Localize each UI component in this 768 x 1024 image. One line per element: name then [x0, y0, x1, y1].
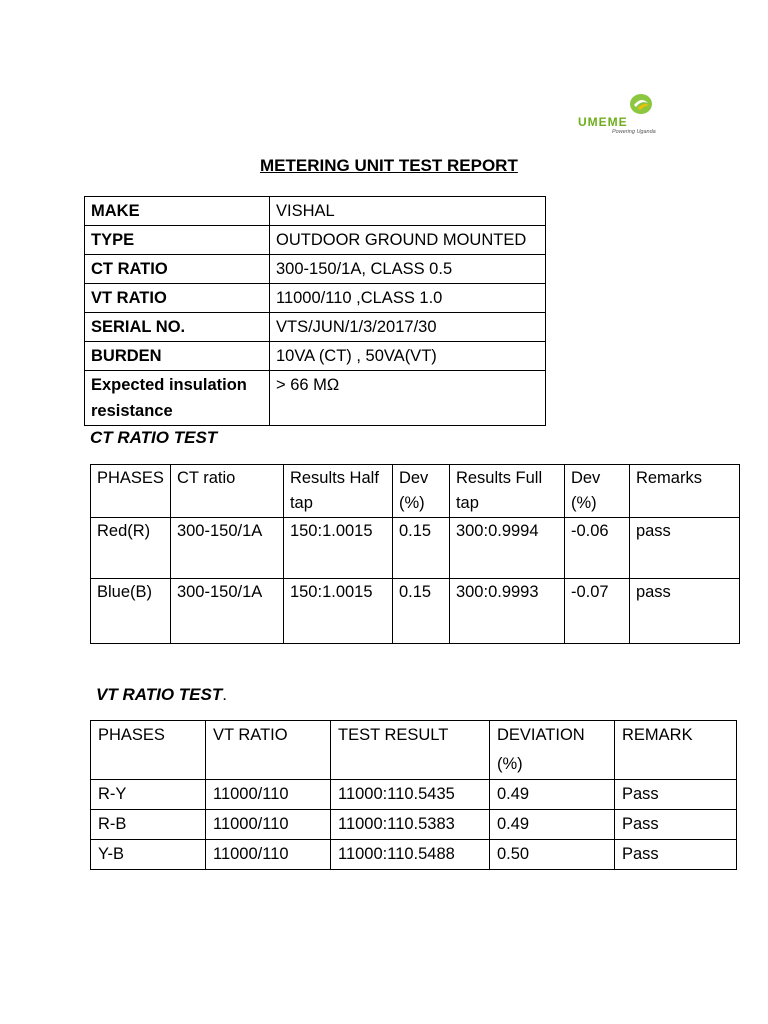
table-cell: 300:0.9994 [449, 518, 564, 579]
column-header: TEST RESULT [331, 721, 490, 780]
column-header: Results Full tap [449, 465, 564, 518]
ct-section-heading: CT RATIO TEST [90, 428, 218, 447]
table-cell: 11000:110.5435 [331, 780, 490, 810]
table-cell: -0.07 [564, 579, 629, 644]
detail-value: 300-150/1A, CLASS 0.5 [270, 255, 546, 284]
table-row [85, 371, 546, 426]
detail-label: Expected insulation resistance [85, 371, 270, 426]
table-row [85, 255, 546, 284]
table-row [85, 197, 546, 226]
vt-heading-suffix: . [222, 685, 227, 704]
table-cell: 0.50 [490, 840, 615, 870]
column-header: VT RATIO [206, 721, 331, 780]
table-cell: 150:1.0015 [283, 579, 392, 644]
column-header: Dev (%) [392, 465, 449, 518]
table-cell: pass [629, 518, 739, 579]
detail-value: > 66 MΩ [270, 371, 546, 426]
table-cell: 11000/110 [206, 840, 331, 870]
table-header-row [91, 721, 737, 780]
table-cell: 11000/110 [206, 780, 331, 810]
detail-value: 10VA (CT) , 50VA(VT) [270, 342, 546, 371]
detail-label: BURDEN [85, 342, 270, 371]
column-header: PHASES [91, 465, 171, 518]
table-row [91, 780, 737, 810]
table-cell: Red(R) [91, 518, 171, 579]
detail-label: CT RATIO [85, 255, 270, 284]
vt-heading-text: VT RATIO TEST [96, 685, 223, 704]
column-header: Dev (%) [564, 465, 629, 518]
table-row [91, 579, 740, 644]
company-logo [578, 92, 670, 136]
table-row [85, 226, 546, 255]
table-cell: 0.49 [490, 780, 615, 810]
column-header: Results Half tap [283, 465, 392, 518]
table-cell: pass [629, 579, 739, 644]
logo-tagline: Powering Uganda [612, 129, 656, 135]
table-cell: 150:1.0015 [283, 518, 392, 579]
table-cell: Pass [615, 810, 737, 840]
column-header: Remarks [629, 465, 739, 518]
detail-value: VTS/JUN/1/3/2017/30 [270, 313, 546, 342]
table-row [91, 840, 737, 870]
detail-label: MAKE [85, 197, 270, 226]
table-cell: Blue(B) [91, 579, 171, 644]
ct-ratio-table [90, 464, 740, 644]
logo-swirl-icon [628, 92, 654, 116]
table-cell: 300:0.9993 [449, 579, 564, 644]
table-cell: 11000:110.5383 [331, 810, 490, 840]
table-cell: 11000/110 [206, 810, 331, 840]
column-header: DEVIATION (%) [490, 721, 615, 780]
detail-value: VISHAL [270, 197, 546, 226]
table-cell: -0.06 [564, 518, 629, 579]
table-cell: 300-150/1A [170, 518, 283, 579]
vt-ratio-table [90, 720, 737, 870]
table-cell: 0.15 [392, 518, 449, 579]
page-title: METERING UNIT TEST REPORT [260, 156, 518, 175]
detail-value: 11000/110 ,CLASS 1.0 [270, 284, 546, 313]
logo-brand: UMEME [578, 115, 628, 129]
detail-label: TYPE [85, 226, 270, 255]
table-cell: Pass [615, 840, 737, 870]
detail-label: VT RATIO [85, 284, 270, 313]
detail-label: SERIAL NO. [85, 313, 270, 342]
details-table [84, 196, 546, 426]
column-header: PHASES [91, 721, 206, 780]
table-row [91, 810, 737, 840]
table-cell: 0.15 [392, 579, 449, 644]
column-header: CT ratio [170, 465, 283, 518]
table-cell: R-Y [91, 780, 206, 810]
table-cell: 11000:110.5488 [331, 840, 490, 870]
column-header: REMARK [615, 721, 737, 780]
table-row [91, 518, 740, 579]
table-row [85, 313, 546, 342]
table-cell: Pass [615, 780, 737, 810]
vt-section-heading [96, 685, 227, 705]
table-row [85, 284, 546, 313]
detail-value: OUTDOOR GROUND MOUNTED [270, 226, 546, 255]
table-header-row [91, 465, 740, 518]
table-cell: 300-150/1A [170, 579, 283, 644]
table-cell: Y-B [91, 840, 206, 870]
table-cell: 0.49 [490, 810, 615, 840]
table-row [85, 342, 546, 371]
table-cell: R-B [91, 810, 206, 840]
